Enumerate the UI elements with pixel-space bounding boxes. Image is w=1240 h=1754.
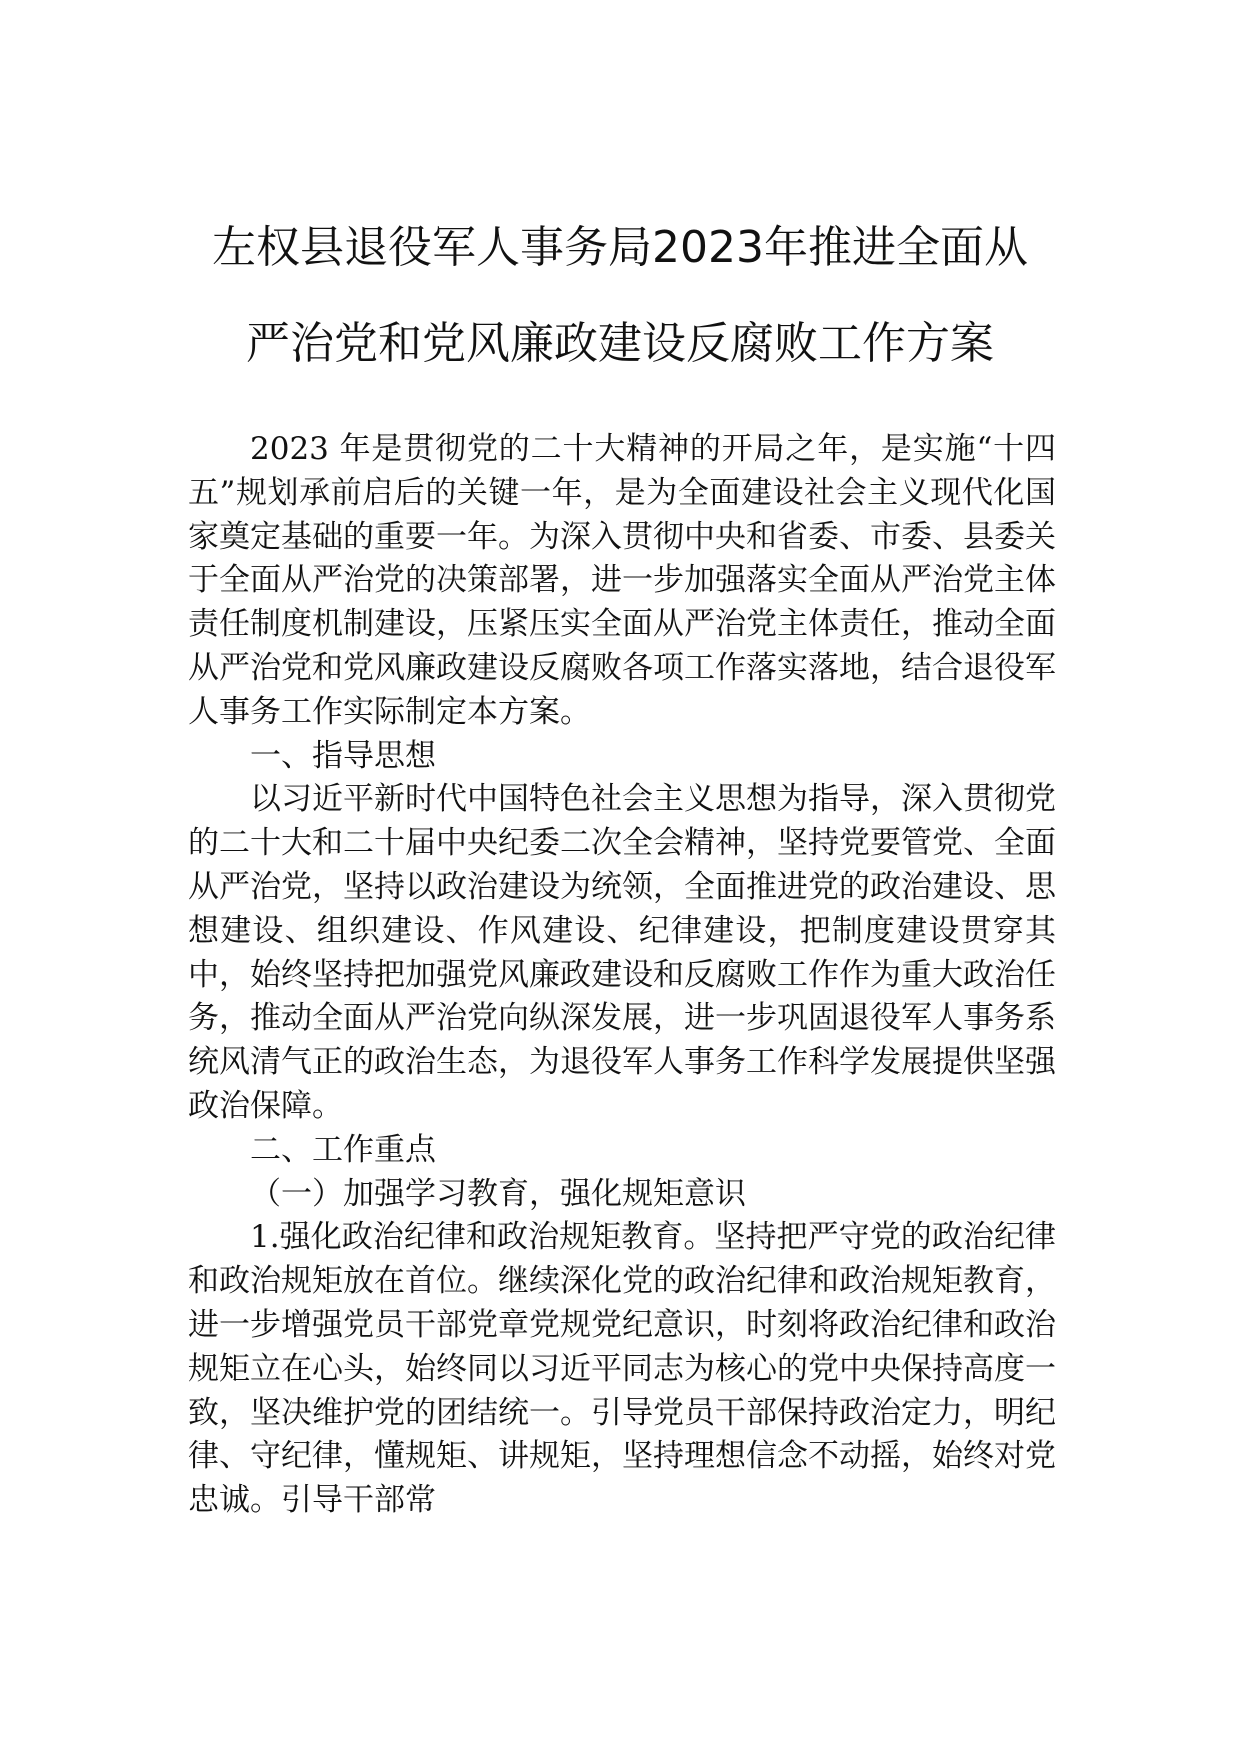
title-line-2: 严治党和党风廉政建设反腐败工作方案 — [246, 318, 994, 369]
document-title — [150, 200, 1090, 392]
paragraph-guiding-thought: 以习近平新时代中国特色社会主义思想为指导，深入贯彻党的二十大和二十届中央纪委二次全会精神，坚持党要管党、全面从严治党，坚持以政治建设为统领，全面推进党的政治建设、思想建设、组织建设、作风建设、纪律建设，把制度建设贯穿其中，始终坚持把加强党风廉政建设和反腐败工作作为重大政治任务，推动全面从严治党向纵深发展，进一步巩固退役军人事务系统风清气正的政治生态，为退役军人事务工作科学发展提供坚强政治保障。 — [188, 781, 1056, 1124]
section-heading-work-focus: 二、工作重点 — [250, 1131, 436, 1168]
subsection-heading-study-education: （一）加强学习教育，强化规矩意识 — [250, 1175, 746, 1212]
paragraph-intro: 2023 年是贯彻党的二十大精神的开局之年，是实施“十四五”规划承前启后的关键一年，是为全面建设社会主义现代化国家奠定基础的重要一年。为深入贯彻中央和省委、市委、县委关于全面从严治党的决策部署，进一步加强落实全面从严治党主体责任制度机制建设，压紧压实全面从严治党主体责任，推动全面从严治党和党风廉政建设反腐败各项工作落实落地，结合退役军人事务工作实际制定本方案。 — [188, 431, 1056, 730]
paragraph-political-discipline: 1.强化政治纪律和政治规矩教育。坚持把严守党的政治纪律和政治规矩放在首位。继续深化党的政治纪律和政治规矩教育，进一步增强党员干部党章党规党纪意识，时刻将政治纪律和政治规矩立在心头，始终同以习近平同志为核心的党中央保持高度一致，坚决维护党的团结统一。引导党员干部保持政治定力，明纪律、守纪律，懂规矩、讲规矩，坚持理想信念不动摇，始终对党忠诚。引导干部常 — [188, 1219, 1056, 1519]
document-body — [188, 428, 1056, 1523]
title-line-1: 左权县退役军人事务局2023年推进全面从 — [212, 222, 1028, 273]
section-heading-guiding-thought: 一、指导思想 — [250, 737, 436, 774]
